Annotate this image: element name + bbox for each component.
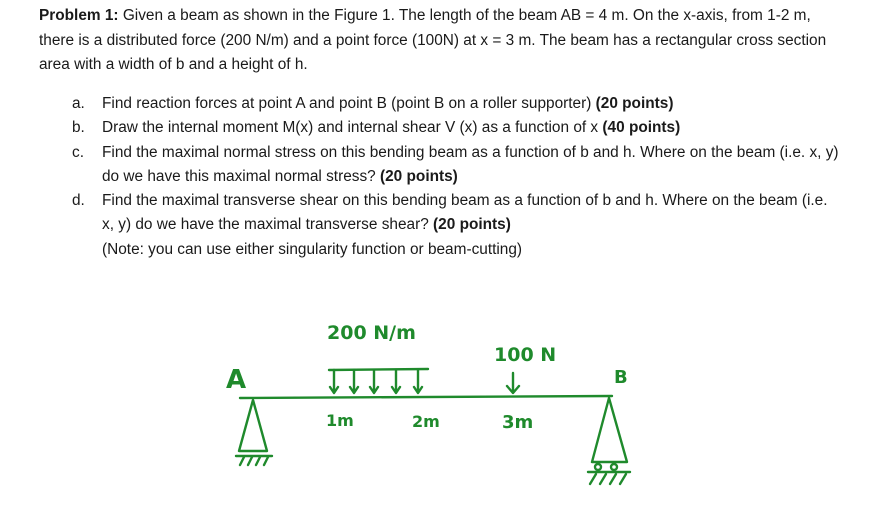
roller-wheel [611, 464, 617, 470]
pin-support-a [239, 400, 267, 451]
hatch-b [590, 474, 626, 484]
roller-wheel [595, 464, 601, 470]
item-text: Find the maximal transverse shear on this bending beam as a function of b and h. Where on the beam (i.e. x, y) do we have the maximal transverse shear? [102, 192, 828, 234]
hatch-a [240, 457, 268, 465]
item-text: Find reaction forces at point A and point B (point B on a roller supporter) [102, 95, 592, 112]
roller-support-b [592, 398, 627, 462]
distributed-load-label: 200 N/m [327, 322, 416, 344]
beam-line [240, 396, 612, 398]
point-load-label: 100 N [494, 344, 557, 366]
item-marker: a. [72, 95, 85, 112]
item-points: (20 points) [380, 167, 458, 185]
item-marker: c. [72, 143, 84, 161]
distributed-load-arrows [330, 370, 422, 393]
distributed-load-bar [329, 369, 428, 370]
problem-label: Problem 1: [39, 7, 119, 24]
item-marker: b. [72, 119, 85, 137]
position-1m: 1m [326, 411, 354, 430]
point-load-arrow [507, 373, 519, 393]
item-points: (20 points) [595, 95, 674, 112]
problem-text: Given a beam as shown in the Figure 1. The length of the beam AB = 4 m. On the x-axis, from 1-2 m, there is a distributed force (200 N/m) and a point force (100N) at x = 3 m. The beam has a rectangular cross section area with a width of b and a height of h. [39, 7, 827, 73]
item-text: Find the maximal normal stress on this bending beam as a function of b and h. Where on the beam (i.e. x, y) do we have this maximal normal stress? [102, 143, 839, 185]
label-b: B [614, 367, 628, 388]
item-marker: d. [72, 192, 85, 210]
item-text: Draw the internal moment M(x) and internal shear V (x) as a function of x [102, 119, 599, 137]
position-3m: 3m [502, 412, 534, 433]
item-points: (40 points) [602, 119, 681, 137]
item-points: (20 points) [433, 216, 511, 234]
label-a: A [226, 365, 247, 395]
position-2m: 2m [412, 412, 440, 431]
item-note: (Note: you can use either singularity function or beam-cutting) [102, 240, 523, 258]
